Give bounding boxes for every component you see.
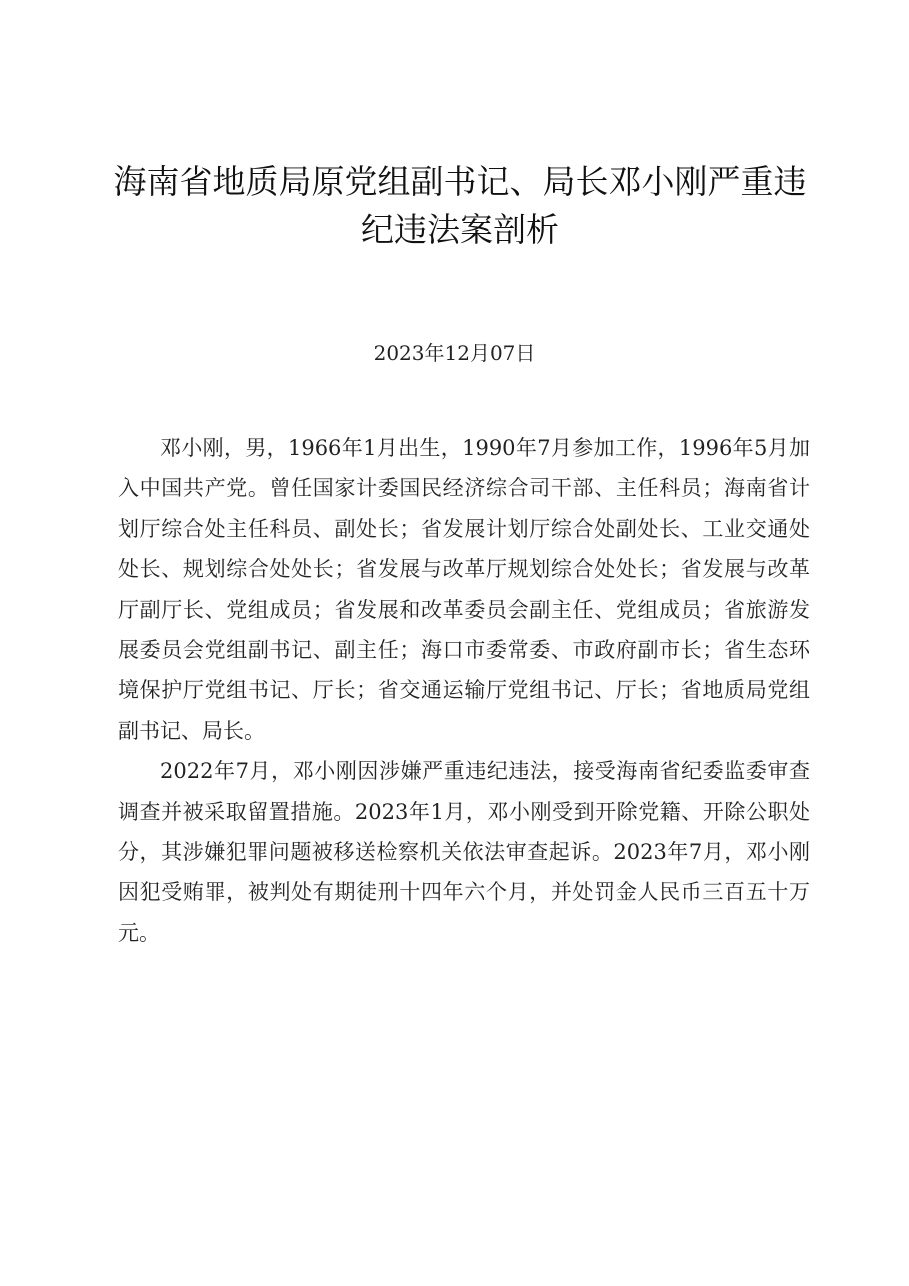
- body-paragraph-1: 邓小刚，男，1966年1月出生，1990年7月参加工作，1996年5月加入中国共产党。曾任国家计委国民经济综合司干部、主任科员；海南省计划厅综合处主任科员、副处长；省发展计划厅综合处副处长、工业交通处处长、规划综合处处长；省发展与改革厅规划综合处处长；省发展与改革厅副厅长、党组成员；省发展和改革委员会副主任、党组成员；省旅游发展委员会党组副书记、副主任；海口市委常委、市政府副市长；省生态环境保护厅党组书记、厅长；省交通运输厅党组书记、厅长；省地质局党组副书记、局长。: [118, 436, 810, 743]
- body-paragraph-2: 2022年7月，邓小刚因涉嫌严重违纪违法，接受海南省纪委监委审查调查并被采取留置措施。2023年1月，邓小刚受到开除党籍、开除公职处分，其涉嫌犯罪问题被移送检察机关依法审查起诉。2023年7月，邓小刚因犯受贿罪，被判处有期徒刑十四年六个月，并处罚金人民币三百五十万元。: [118, 759, 810, 945]
- document-date: 2023年12月07日: [373, 341, 536, 365]
- document-body: [118, 428, 810, 953]
- document-title: 海南省地质局原党组副书记、局长邓小刚严重违纪违法案剖析: [113, 162, 807, 249]
